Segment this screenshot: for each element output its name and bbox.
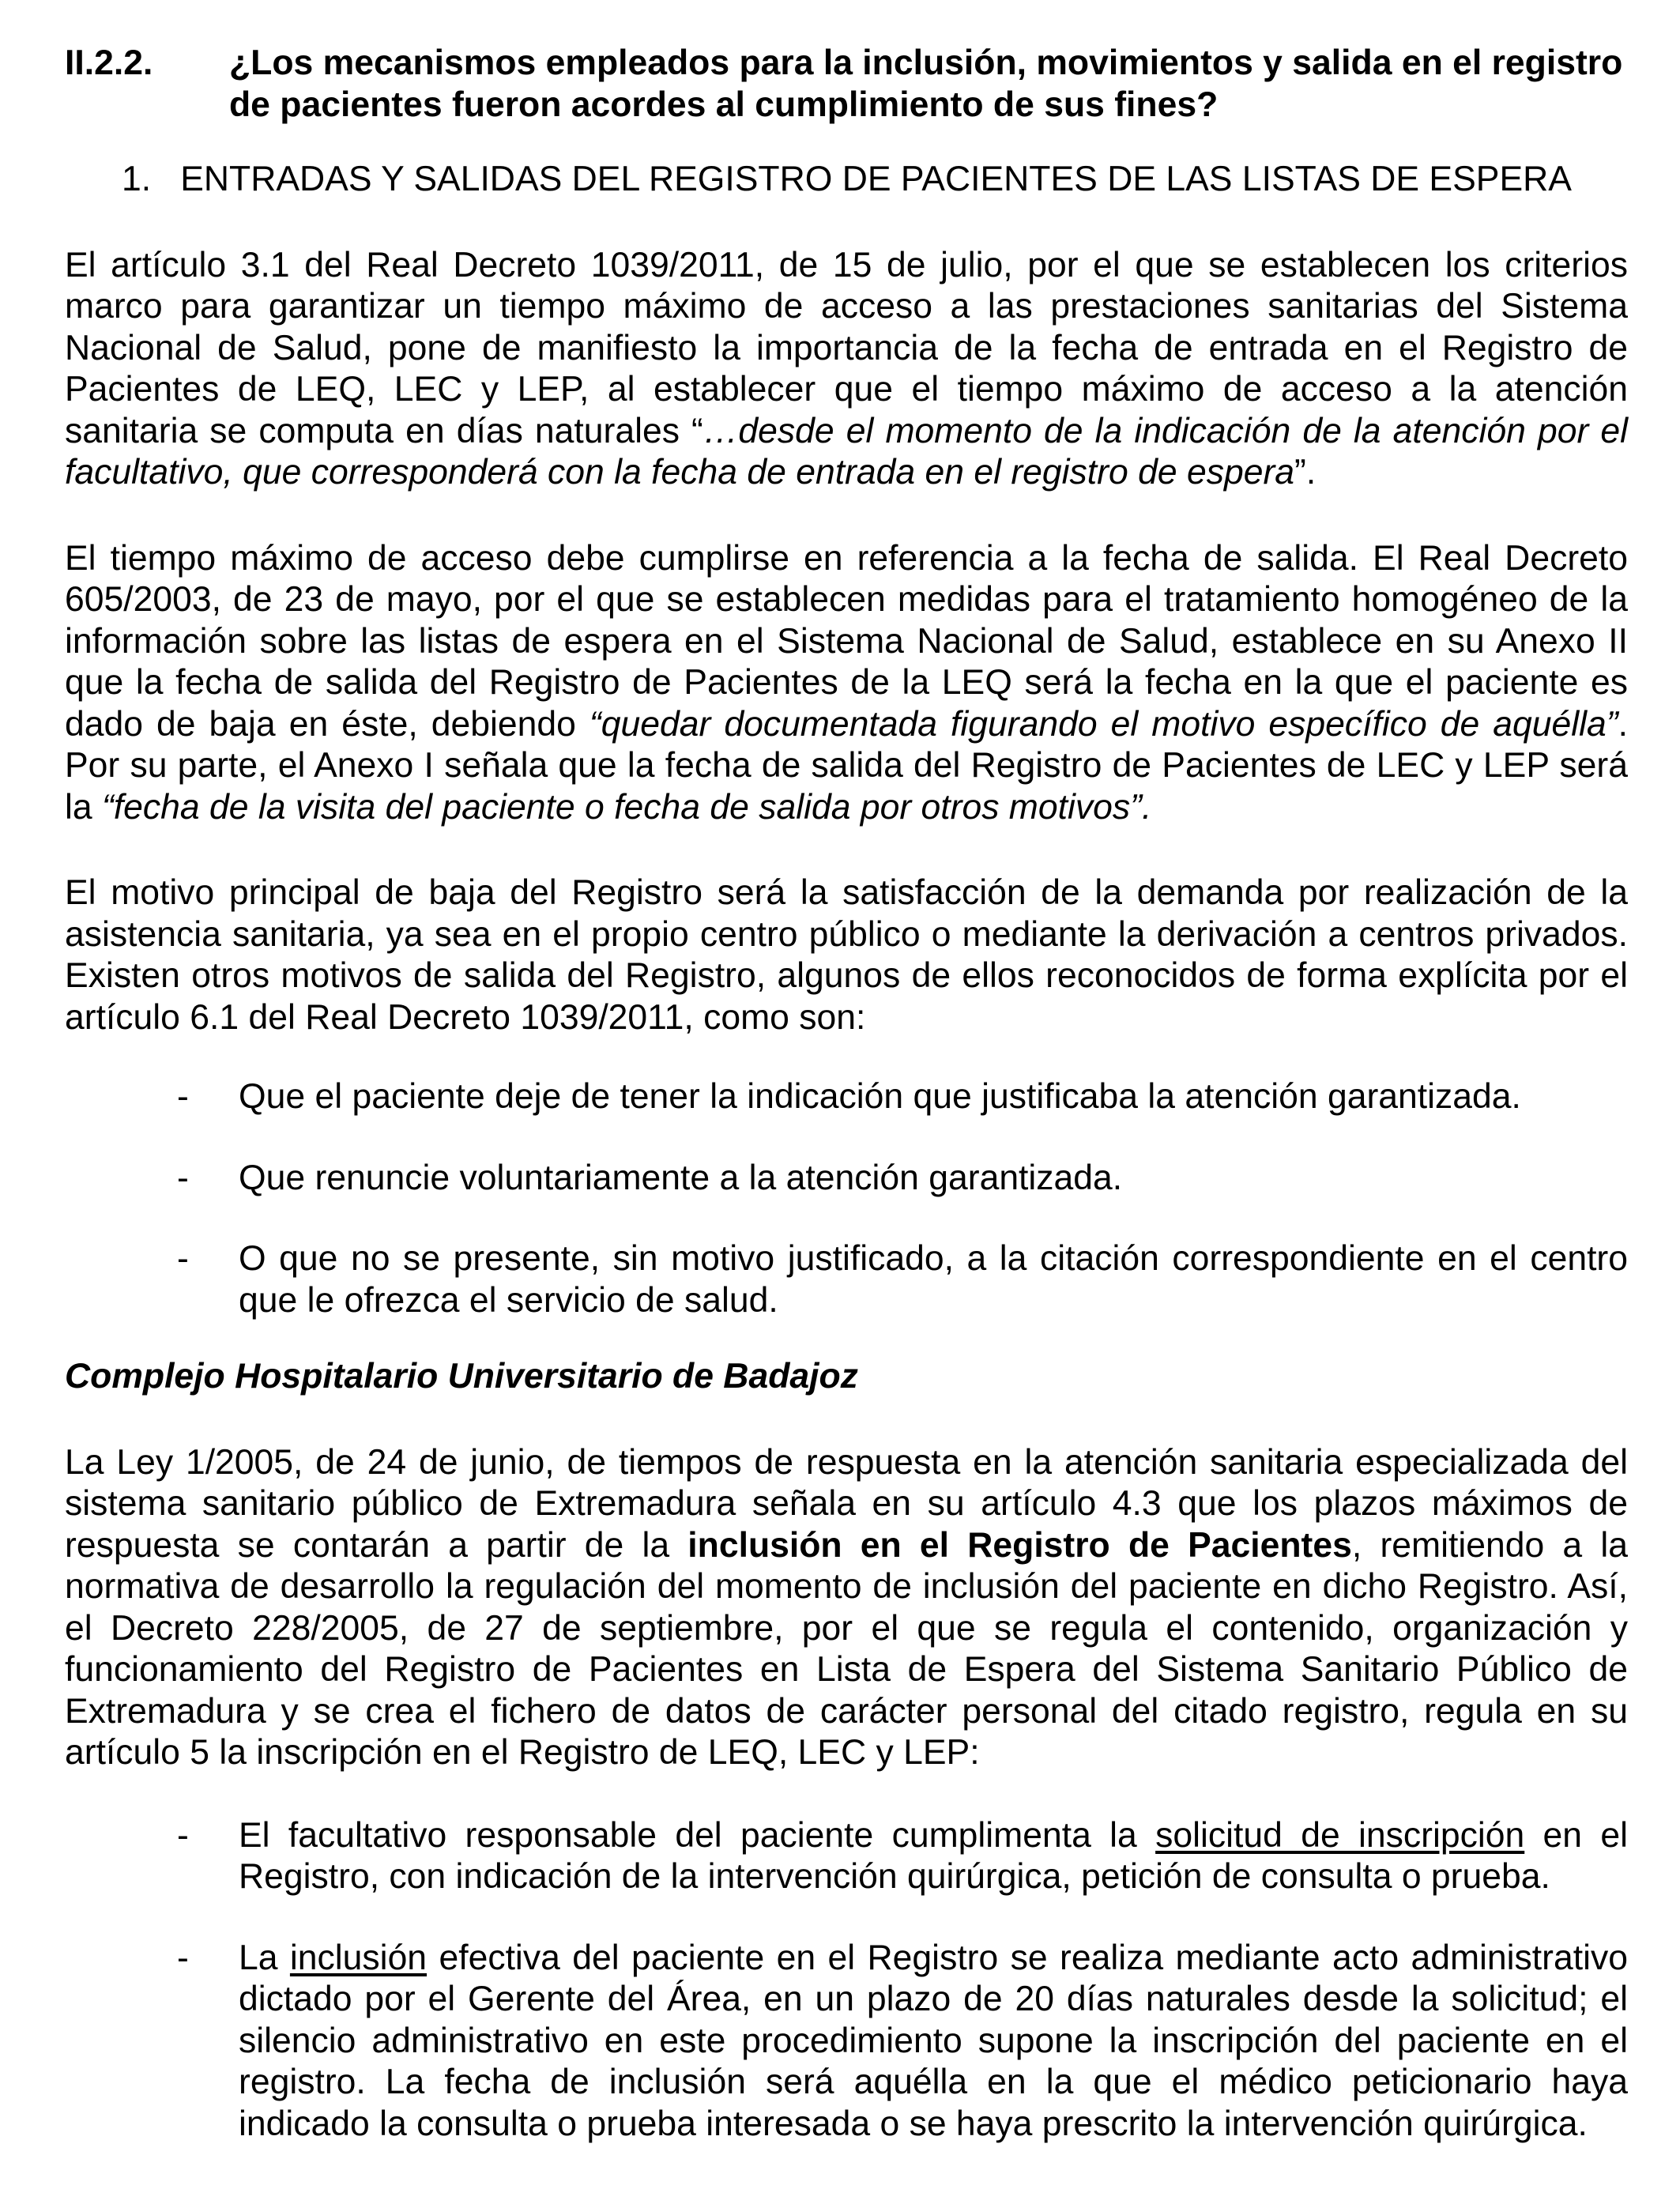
list-dash: - <box>177 1938 189 1977</box>
quote-text: “quedar documentada figurando el motivo específico de aquélla” <box>589 704 1618 744</box>
list-item-text: Que el paciente deje de tener la indicación que justificaba la atención garantizada. <box>239 1077 1521 1116</box>
paragraph-exit-date <box>65 538 1628 829</box>
list-item <box>65 1238 1628 1321</box>
list-text: en el Registro, con indicación de la intervención quirúrgica, petición de consulta o prueba. <box>239 1815 1628 1896</box>
list-dash: - <box>177 1815 189 1855</box>
paragraph-text: . Por su parte, el Anexo I señala que la fecha de salida del Registro de Pacientes de LEC y LEP será la <box>65 704 1628 827</box>
list-item <box>65 1076 1628 1118</box>
paragraph-text: La Ley 1/2005, de 24 de junio, de tiempos de respuesta en la atención sanitaria especializada del sistema sanitario público de Extremadura señala en su artículo 4.3 que los plazos máximos de respuesta se contarán a partir de la <box>65 1442 1628 1565</box>
quote-text: “fecha de la visita del paciente o fecha de salida por otros motivos”. <box>102 787 1152 827</box>
paragraph-extremadura-law <box>65 1442 1628 1774</box>
quote-text: …desde el momento de la indicación de la atención por el facultativo, que corresponderá con la fecha de entrada en el registro de espera <box>65 411 1628 492</box>
list-item <box>65 1815 1628 1898</box>
paragraph-text: , remitiendo a la normativa de desarrollo la regulación del momento de inclusión del paciente en dicho Registro. Así, el Decreto 228/2005, de 27 de septiembre, por el que se regula el contenido, organización y funcionamiento del Registro de Pacientes en Lista de Espera del Sistema Sanitario Público de Extremadura y se crea el fichero de datos de carácter personal del citado registro, regula en su artículo 5 la inscripción en el Registro de LEQ, LEC y LEP: <box>65 1525 1628 1772</box>
list-text: efectiva del paciente en el Registro se realiza mediante acto administrativo dictado por el Gerente del Área, en un plazo de 20 días naturales desde la solicitud; el silencio administrativo en este procedimiento supone la inscripción del paciente en el registro. La fecha de inclusión será aquélla en la que el médico peticionario haya indicado la consulta o prueba interesada o se haya prescrito la intervención quirúrgica. <box>239 1938 1628 2143</box>
paragraph-text: El artículo 3.1 del Real Decreto 1039/2011, de 15 de julio, por el que se establecen los criterios marco para garantizar un tiempo máximo de acceso a las prestaciones sanitarias del Sistema Nacional de Salud, pone de manifiesto la importancia de la fecha de entrada en el Registro de Pacientes de LEQ, LEC y LEP, al establecer que el tiempo máximo de acceso a la atención sanitaria se computa en días naturales “ <box>65 245 1628 450</box>
subsection-title <box>65 159 1628 201</box>
list-dash: - <box>177 1239 189 1278</box>
heading-title: ¿Los mecanismos empleados para la inclusión, movimientos y salida en el registro de pacientes fueron acordes al cumplimiento de sus fines? <box>229 43 1623 124</box>
list-dash: - <box>177 1077 189 1116</box>
hospital-subheading: Complejo Hospitalario Universitario de Badajoz <box>65 1357 858 1396</box>
document-page <box>65 43 1628 2145</box>
underlined-text: solicitud de inscripción <box>1155 1815 1525 1855</box>
section-heading <box>65 43 1628 126</box>
list-text: El facultativo responsable del paciente cumplimenta la <box>239 1815 1156 1855</box>
exit-reasons-list <box>65 1076 1628 1321</box>
paragraph-text: El tiempo máximo de acceso debe cumplirse en referencia a la fecha de salida. El Real Decreto 605/2003, de 23 de mayo, por el que se establecen medidas para el tratamiento homogéneo de la información sobre las listas de espera en el Sistema Nacional de Salud, establece en su Anexo II que la fecha de salida del Registro de Pacientes de la LEQ será la fecha en la que el paciente es dado de baja en éste, debiendo <box>65 538 1628 744</box>
paragraph-entry-date <box>65 245 1628 494</box>
list-item-text <box>239 1815 1628 1898</box>
inscription-steps-list <box>65 1815 1628 2146</box>
quote-close: ”. <box>1294 453 1317 492</box>
bold-text: inclusión en el Registro de Pacientes <box>687 1525 1352 1565</box>
heading-number: II.2.2. <box>65 43 153 82</box>
list-item <box>65 1158 1628 1200</box>
list-item-text: O que no se presente, sin motivo justificado, a la citación correspondiente en el centro que le ofrezca el servicio de salud. <box>239 1239 1628 1320</box>
subsection-number: 1. <box>122 160 152 198</box>
subsection-text: ENTRADAS Y SALIDAS DEL REGISTRO DE PACIENTES DE LAS LISTAS DE ESPERA <box>180 160 1572 198</box>
underlined-text: inclusión <box>289 1938 428 1977</box>
list-item-text: Que renuncie voluntariamente a la atención garantizada. <box>239 1158 1123 1197</box>
list-dash: - <box>177 1158 189 1197</box>
list-item-text <box>239 1938 1628 2146</box>
list-text: La <box>239 1938 290 1977</box>
list-item <box>65 1938 1628 2146</box>
paragraph-exit-reasons: El motivo principal de baja del Registro será la satisfacción de la demanda por realización de la asistencia sanitaria, ya sea en el propio centro público o mediante la derivación a centros privados. Existen otros motivos de salida del Registro, algunos de ellos reconocidos de forma explícita por el artículo 6.1 del Real Decreto 1039/2011, como son: <box>65 873 1628 1037</box>
